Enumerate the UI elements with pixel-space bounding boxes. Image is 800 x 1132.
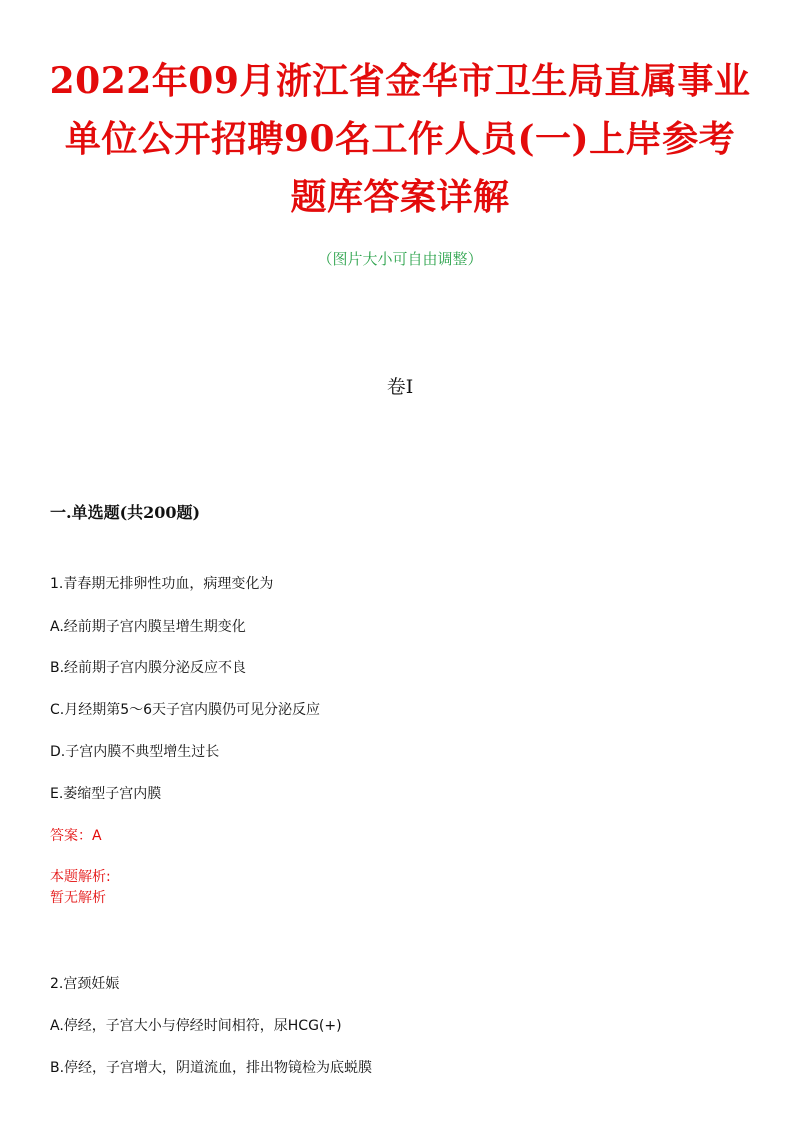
title-line-3: 题库答案详解 — [290, 176, 510, 218]
question-1-option-e: E.萎缩型子宫内膜 — [50, 786, 162, 802]
question-1-answer: 答案：A — [50, 828, 102, 844]
question-1-analysis: 暂无解析 — [50, 890, 106, 906]
question-1-option-c: C.月经期第5～6天子宫内膜仍可见分泌反应 — [50, 702, 321, 718]
volume-heading: 卷I — [386, 376, 414, 398]
title-line-1: 2022年09月浙江省金华市卫生局直属事业 — [49, 60, 751, 102]
question-1-stem: 1.青春期无排卵性功血，病理变化为 — [50, 576, 274, 592]
question-2-option-b: B.停经，子宫增大，阴道流血，排出物镜检为底蜕膜 — [50, 1060, 373, 1076]
document-title — [30, 52, 770, 226]
title-line-2: 单位公开招聘90名工作人员(一)上岸参考 — [64, 118, 736, 160]
question-1-analysis-label: 本题解析: — [50, 869, 111, 885]
question-1-option-b: B.经前期子宫内膜分泌反应不良 — [50, 660, 247, 676]
question-2-stem: 2.宫颈妊娠 — [50, 976, 120, 992]
question-2-option-a: A.停经，子宫大小与停经时间相符，尿HCG(+) — [50, 1018, 342, 1034]
question-1-option-a: A.经前期子宫内膜呈增生期变化 — [50, 619, 246, 635]
image-size-note: （图片大小可自由调整） — [317, 250, 483, 268]
section-heading: 一.单选题(共200题) — [50, 503, 201, 522]
question-1-option-d: D.子宫内膜不典型增生过长 — [50, 744, 220, 760]
